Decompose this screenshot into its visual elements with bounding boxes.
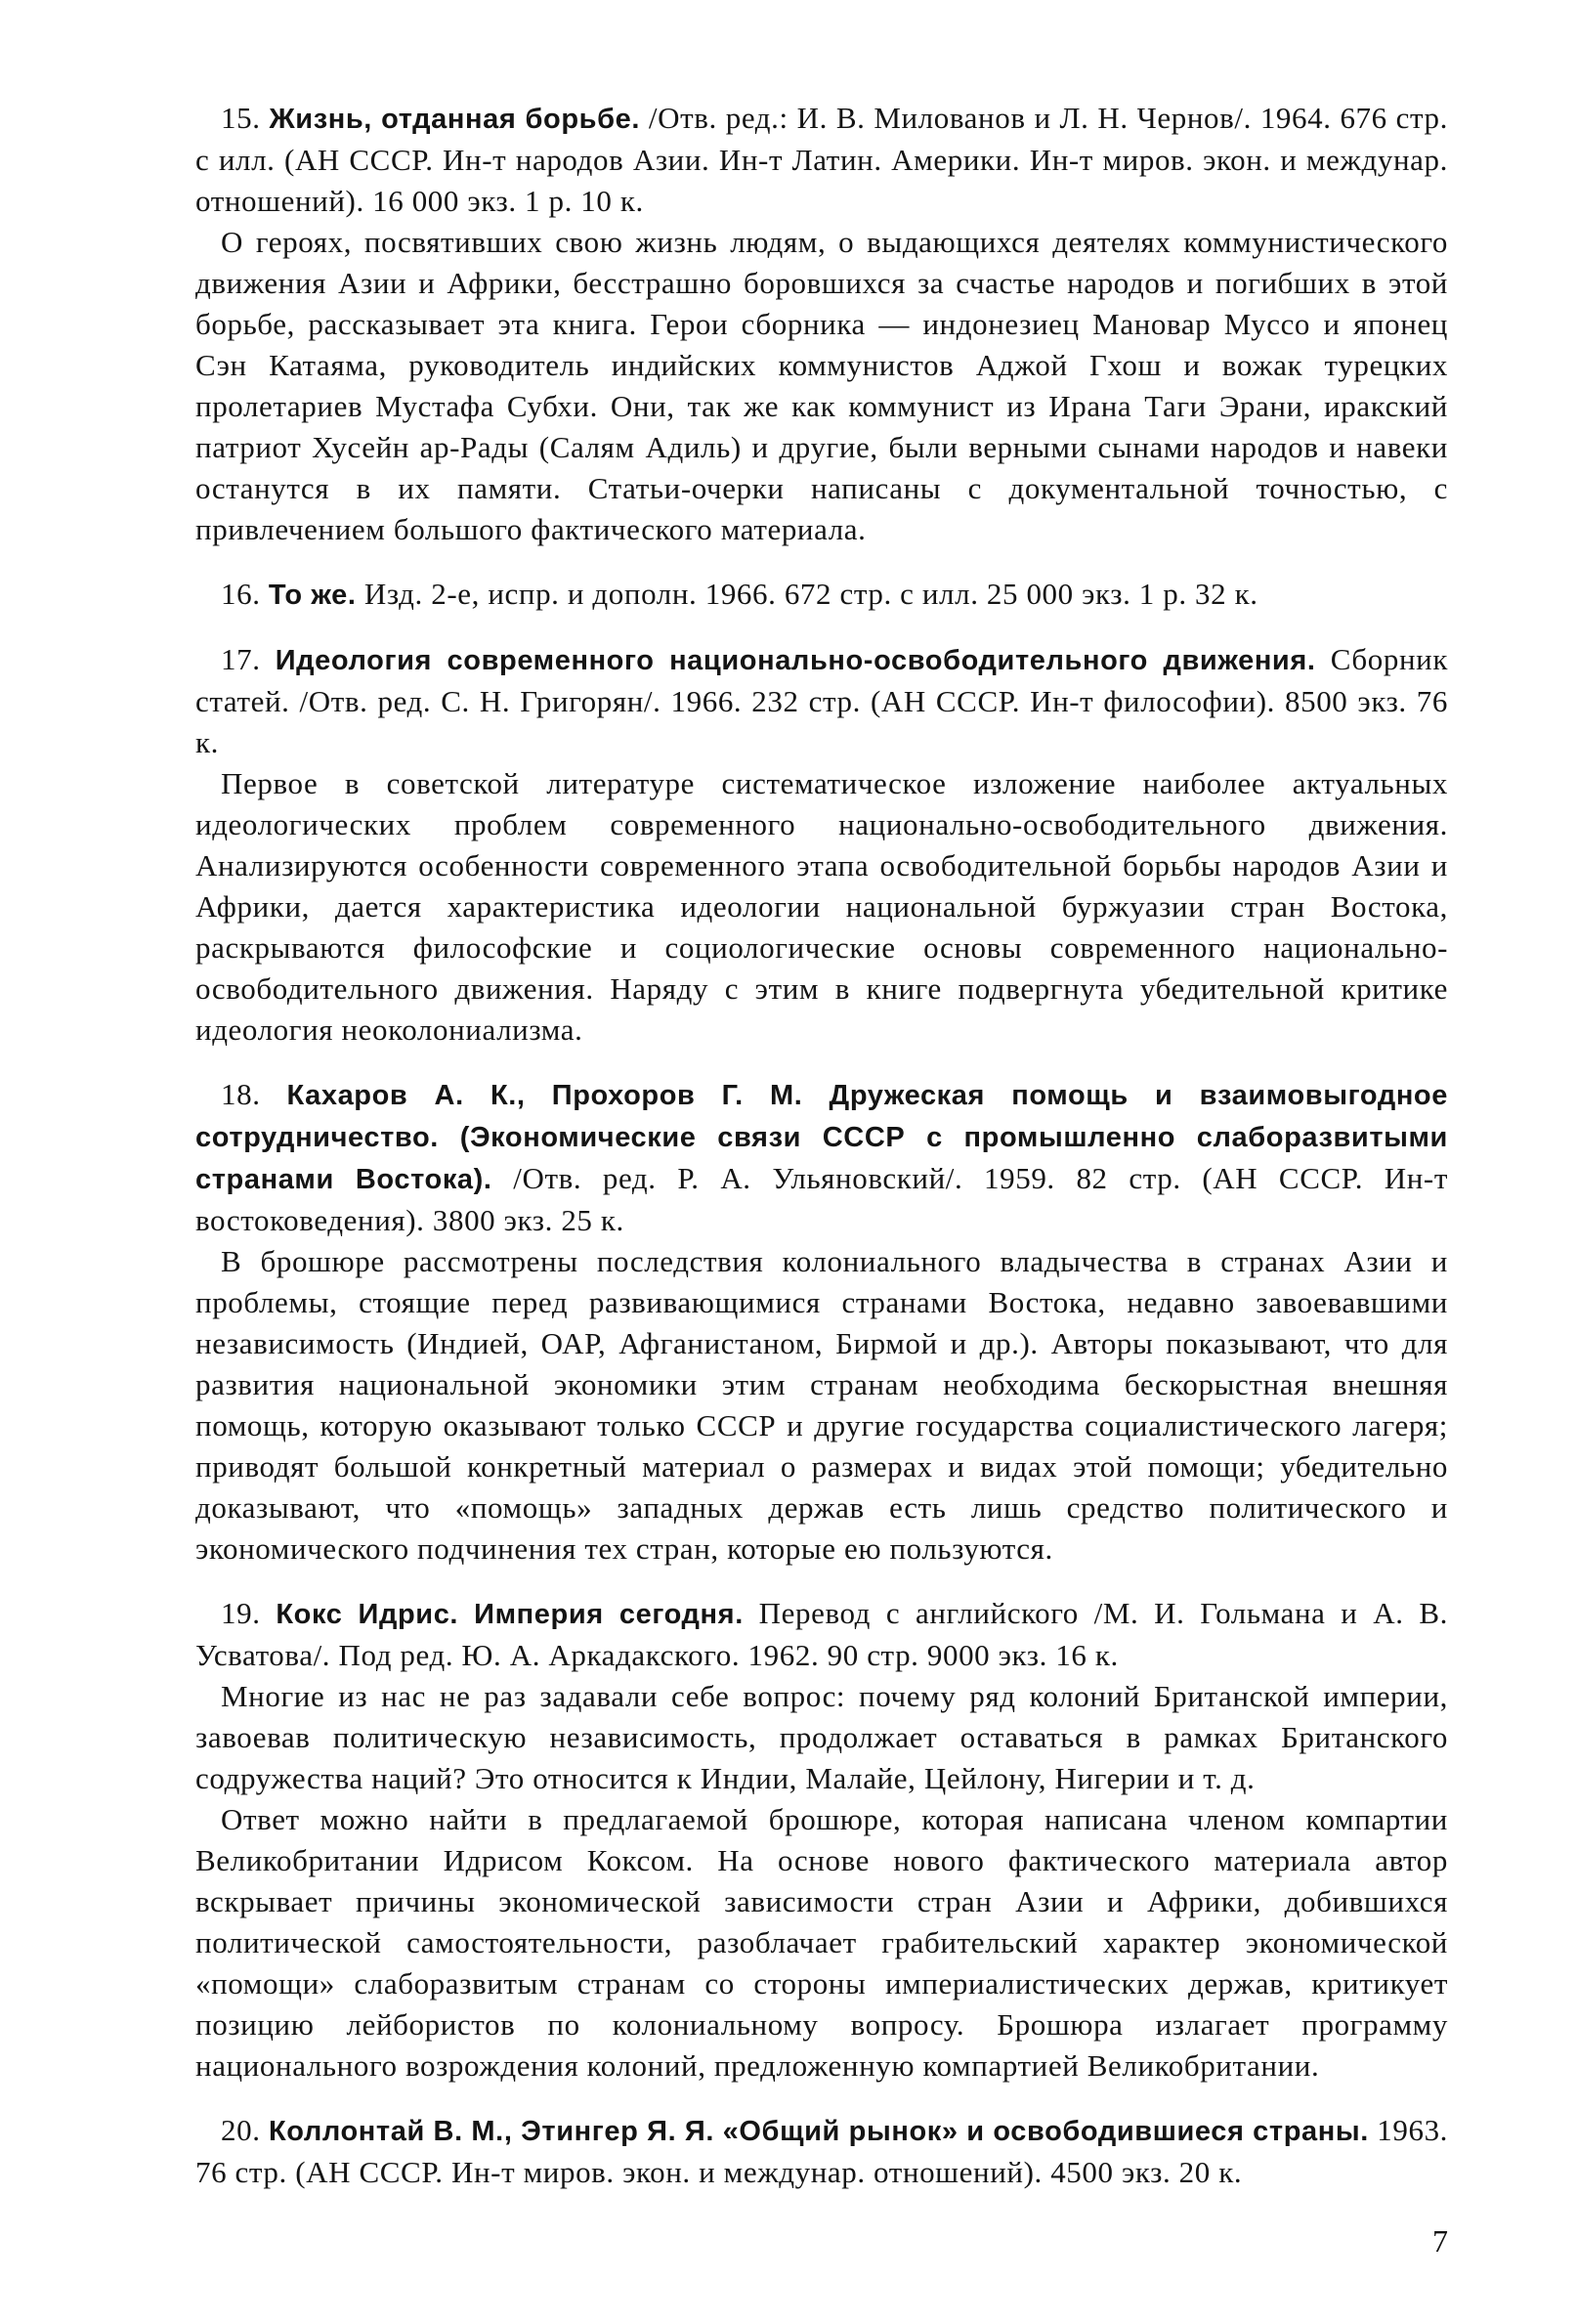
entry-heading <box>195 2110 1448 2193</box>
entry-number: 20. <box>221 2113 261 2147</box>
entry-20 <box>195 2110 1448 2193</box>
entry-title: Кокс Идрис. Империя сегодня. <box>276 1599 744 1630</box>
entry-annotation: Первое в советской литературе систематическое изложение наиболее актуальных идеологических проблем современного национально-освободительного движения. Анализируются особенности современного этапа освободительной борьбы народов Азии и Африки, дается характеристика идеологии национальной буржуазии стран Востока, раскрываются философские и социологические основы современного национально-освободительного движения. Наряду с этим в книге подвергнута убедительной критике идеология неоколониализма. <box>195 766 1448 1047</box>
entry-details: 1963. 76 стр. (АН СССР. Ин-т миров. экон. и междунар. отношений). 4500 экз. 20 к. <box>195 2113 1449 2189</box>
entry-number: 16. <box>221 577 261 611</box>
entry-number: 18. <box>221 1077 261 1111</box>
entry-title: Коллонтай В. М., Этингер Я. Я. «Общий рынок» и освободившиеся страны. <box>268 2116 1369 2147</box>
entry-title: Кахаров А. К., Прохоров Г. М. Дружеская помощь и взаимовыгодное сотрудничество. (Экономические связи СССР с промышленно слаборазвитыми странами Востока). <box>195 1080 1448 1195</box>
entry-details: Перевод с английского /М. И. Гольмана и А. В. Усватова/. Под ред. Ю. А. Аркадакского. 1962. 90 стр. 9000 экз. 16 к. <box>195 1596 1448 1672</box>
entry-17 <box>195 639 1448 1051</box>
entry-annotation: Многие из нас не раз задавали себе вопрос: почему ряд колоний Британской империи, завоевав политическую независимость, продолжает оставаться в рамках Британского содружества наций? Это относится к Индии, Малайе, Цейлону, Нигерии и т. д. <box>195 1679 1448 1795</box>
entry-number: 17. <box>221 642 261 676</box>
entry-19 <box>195 1593 1448 2087</box>
entry-heading <box>195 1074 1448 1241</box>
entry-title: То же. <box>268 580 357 611</box>
entry-18 <box>195 1074 1448 1570</box>
entry-number: 15. <box>221 101 261 135</box>
entry-title: Жизнь, отданная борьбе. <box>269 104 640 135</box>
entry-annotation: О героях, посвятивших свою жизнь людям, о выдающихся деятелях коммунистического движения Азии и Африки, бесстрашно боровшихся за счастье народов и погибших в этой борьбе, рассказывает эта книга. Герои сборника — индонезиец Мановар Муссо и японец Сэн Катаяма, руководитель индийских коммунистов Аджой Гхош и вожак турецких пролетариев Мустафа Субхи. Они, так же как коммунист из Ирана Таги Эрани, иракский патриот Хусейн ар-Рады (Салям Адиль) и другие, были верными сынами народов и навеки останутся в их памяти. Статьи-очерки написаны с документальной точностью, с привлечением большого фактического материала. <box>195 225 1448 546</box>
entry-number: 19. <box>221 1596 261 1630</box>
page-number: 7 <box>1432 2223 1448 2259</box>
entry-heading <box>195 1593 1448 1676</box>
entry-heading <box>195 639 1448 763</box>
entry-details: /Отв. ред.: И. В. Милованов и Л. Н. Чернов/. 1964. 676 стр. с илл. (АН СССР. Ин-т народов Азии. Ин-т Латин. Америки. Ин-т миров. экон. и междунар. отношений). 16 000 экз. 1 р. 10 к. <box>195 101 1448 218</box>
entry-heading <box>195 98 1448 222</box>
entry-details: Изд. 2-е, испр. и дополн. 1966. 672 стр. с илл. 25 000 экз. 1 р. 32 к. <box>363 577 1258 611</box>
entry-annotation: В брошюре рассмотрены последствия колониального владычества в странах Азии и проблемы, стоящие перед развивающимися странами Востока, недавно завоевавшими независимость (Индией, ОАР, Афганистаном, Бирмой и др.). Авторы показывают, что для развития национальной экономики этим странам необходима бескорыстная внешняя помощь, которую оказывают только СССР и другие государства социалистического лагеря; приводят большой конкретный материал о размерах и видах этой помощи; убедительно доказывают, что «помощь» западных держав есть лишь средство политического и экономического подчинения тех стран, которые ею пользуются. <box>195 1244 1448 1566</box>
entry-details: Сборник статей. /Отв. ред. С. Н. Григорян/. 1966. 232 стр. (АН СССР. Ин-т философии). 8500 экз. 76 к. <box>195 642 1448 759</box>
bibliography-column <box>195 98 1448 2216</box>
entry-title: Идеология современного национально-освободительного движения. <box>275 645 1316 676</box>
entry-16 <box>195 574 1448 616</box>
entry-annotation: Ответ можно найти в предлагаемой брошюре, которая написана членом компартии Великобритании Идрисом Коксом. На основе нового фактического материала автор вскрывает причины экономической зависимости стран Азии и Африки, добившихся политической самостоятельности, разоблачает грабительский характер экономической «помощи» слаборазвитым странам со стороны империалистических держав, критикует позицию лейбористов по колониальному вопросу. Брошюра излагает программу национального возрождения колоний, предложенную компартией Великобритании. <box>195 1802 1448 2083</box>
entry-details: /Отв. ред. Р. А. Ульяновский/. 1959. 82 стр. (АН СССР. Ин-т востоковедения). 3800 экз. 25 к. <box>195 1161 1448 1237</box>
entry-heading <box>195 574 1448 616</box>
entry-15 <box>195 98 1448 550</box>
